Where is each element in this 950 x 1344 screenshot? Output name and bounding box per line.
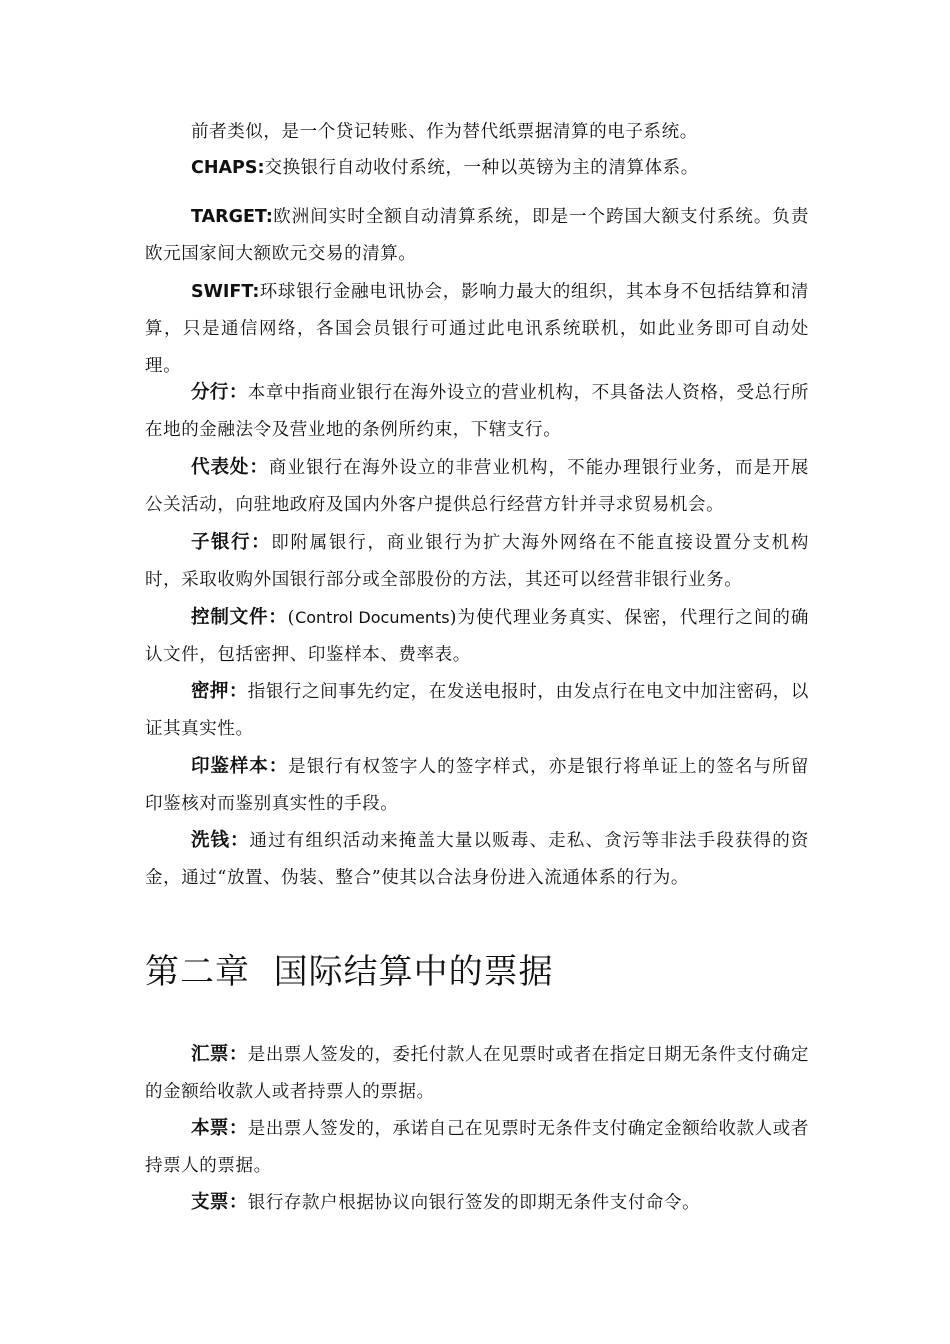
term-representative-office: 代表处 xyxy=(191,457,250,478)
definition-branch xyxy=(145,374,809,449)
definition-text: 是出票人签发的，委托付款人在见票时或者在指定日期无条件支付确定的金额给收款人或者持票人的票据。 xyxy=(145,1045,809,1102)
definition-text: 欧洲间实时全额自动清算系统，即是一个跨国大额支付系统。负责欧元国家间大额欧元交易的清算。 xyxy=(145,207,809,264)
chapter-title: 第二章 国际结算中的票据 xyxy=(145,952,554,992)
term-target: TARGET xyxy=(191,207,266,227)
term-separator: : xyxy=(257,158,265,178)
term-separator: ： xyxy=(228,1118,248,1139)
definition-text: 本章中指商业银行在海外设立的营业机构，不具备法人资格，受总行所在地的金融法令及营业地的条例所约束，下辖支行。 xyxy=(145,383,809,440)
definition-money-laundering xyxy=(145,822,809,897)
definition-text: 即附属银行，商业银行为扩大海外网络在不能直接设置分支机构时，采取收购外国银行部分或全部股份的方法，其还可以经营非银行业务。 xyxy=(145,533,810,590)
term-separator: ： xyxy=(268,607,288,628)
term-control-documents: 控制文件 xyxy=(191,607,269,628)
definition-swift xyxy=(145,274,809,385)
definition-text: 是银行有权签字人的签字样式，亦是银行将单证上的签名与所留印鉴核对而鉴别真实性的手段。 xyxy=(145,757,809,814)
term-separator: : xyxy=(265,207,273,227)
definition-text: 是出票人签发的，承诺自己在见票时无条件支付确定金额给收款人或者持票人的票据。 xyxy=(145,1119,809,1176)
term-promissory-note: 本票 xyxy=(191,1118,229,1139)
definition-cheque xyxy=(145,1184,809,1222)
term-branch: 分行 xyxy=(191,382,229,403)
definition-text: )为使代理业务真实、保密，代理行之间的确认文件，包括密押、印鉴样本、费率表。 xyxy=(145,608,809,665)
term-test-key: 密押 xyxy=(191,681,229,702)
definition-bill-of-exchange xyxy=(145,1036,809,1111)
term-cheque: 支票 xyxy=(191,1192,229,1213)
definition-text: 环球银行金融电讯协会，影响力最大的组织，其本身不包括结算和清算，只是通信网络，各国会员银行可通过此电讯系统联机，如此业务即可自动处理。 xyxy=(145,282,809,376)
term-money-laundering: 洗钱 xyxy=(191,830,230,851)
term-separator: ： xyxy=(228,382,248,403)
term-separator: ： xyxy=(249,457,269,478)
definition-target xyxy=(145,199,809,273)
definition-subsidiary-bank xyxy=(145,524,809,599)
term-separator: ： xyxy=(268,756,289,777)
definition-text: 指银行之间事先约定，在发送电报时，由发点行在电文中加注密码，以证其真实性。 xyxy=(145,682,809,739)
paren-open: ( xyxy=(287,608,296,628)
term-swift: SWIFT xyxy=(191,282,253,302)
term-separator: ： xyxy=(228,1192,248,1213)
term-separator: ： xyxy=(229,830,250,851)
definition-representative-office xyxy=(145,449,809,524)
term-separator: ： xyxy=(251,532,272,553)
term-chaps: CHAPS xyxy=(191,158,258,178)
term-bill-of-exchange: 汇票 xyxy=(191,1044,229,1065)
term-separator: ： xyxy=(228,681,248,702)
continuation-paragraph: 前者类似，是一个贷记转账、作为替代纸票据清算的电子系统。 xyxy=(191,122,698,142)
term-separator: : xyxy=(252,282,260,302)
definition-control-documents xyxy=(145,599,809,674)
definition-text: 商业银行在海外设立的非营业机构，不能办理银行业务，而是开展公关活动，向驻地政府及国内外客户提供总行经营方针并寻求贸易机会。 xyxy=(145,458,809,515)
definition-test-key xyxy=(145,673,809,748)
term-specimen-signatures: 印鉴样本 xyxy=(191,756,269,777)
definition-text: 交换银行自动收付系统，一种以英镑为主的清算体系。 xyxy=(264,158,699,178)
term-separator: ： xyxy=(228,1044,248,1065)
definition-text: 银行存款户根据协议向银行签发的即期无条件支付命令。 xyxy=(247,1193,701,1213)
control-documents-english: Control Documents xyxy=(295,608,450,627)
definition-text: 通过有组织活动来掩盖大量以贩毒、走私、贪污等非法手段获得的资金，通过“放置、伪装、整合”使其以合法身份进入流通体系的行为。 xyxy=(145,831,810,888)
definition-specimen-signatures xyxy=(145,748,809,823)
definition-chaps xyxy=(145,150,809,187)
term-subsidiary-bank: 子银行 xyxy=(191,532,252,553)
definition-promissory-note xyxy=(145,1110,809,1185)
